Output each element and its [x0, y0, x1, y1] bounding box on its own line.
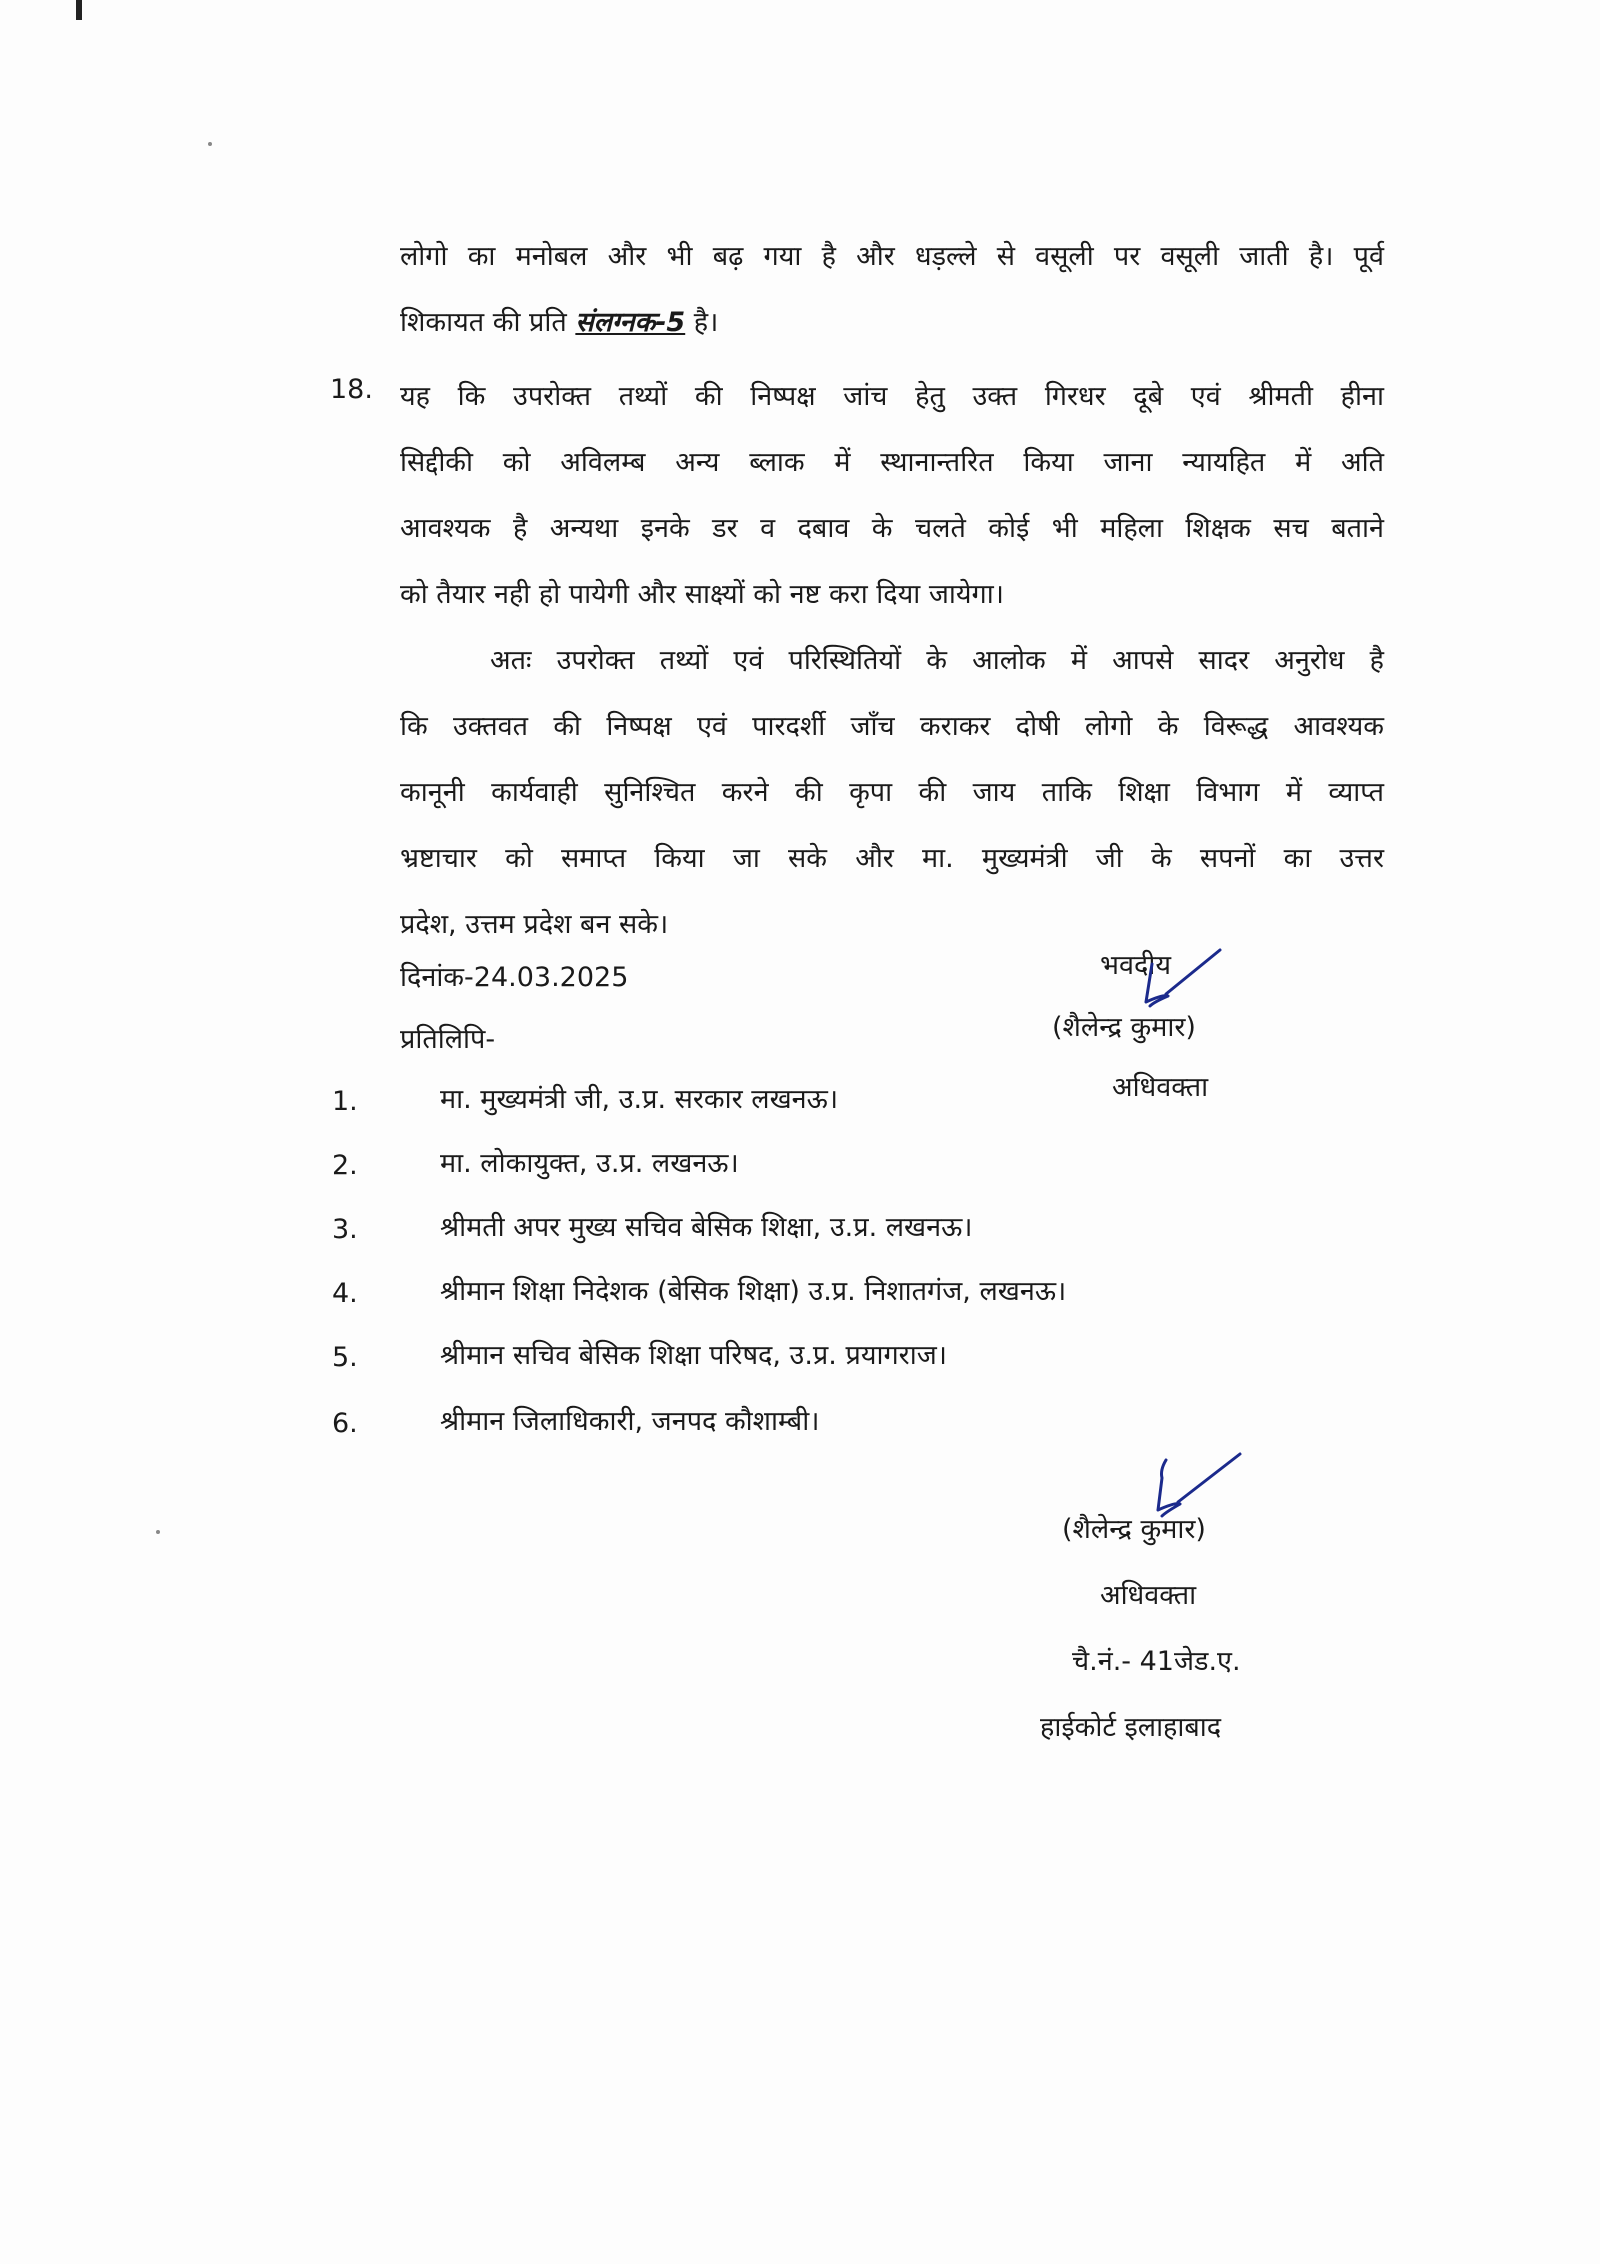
scan-edge-mark [76, 0, 82, 20]
copy-number: 5. [332, 1342, 358, 1373]
prayer-line: भ्रष्टाचार को समाप्त किया जा सके और मा. मुख्यमंत्री जी के सपनों का उत्तर [400, 843, 1384, 874]
para-18-line: सिद्दीकी को अविलम्ब अन्य ब्लाक में स्थानान्तरित किया जाना न्यायहित में अति [400, 447, 1384, 478]
para-18-line: को तैयार नही हो पायेगी और साक्ष्यों को नष्ट करा दिया जायेगा। [400, 579, 1004, 610]
para-17-line-2-pre: शिकायत की प्रति [400, 307, 576, 338]
para-18-line: आवश्यक है अन्यथा इनके डर व दबाव के चलते कोई भी महिला शिक्षक सच बताने [400, 513, 1384, 544]
para-17-end [400, 236, 1384, 368]
scan-speck [156, 1530, 160, 1534]
para-18-number: 18. [330, 374, 373, 405]
signatory-title: अधिवक्ता [1100, 1580, 1197, 1611]
copy-number: 4. [332, 1278, 358, 1309]
signatory-name: (शैलेन्द्र कुमार) [1062, 1514, 1206, 1545]
prayer-paragraph [400, 640, 1384, 970]
copy-heading: प्रतिलिपि- [400, 1024, 496, 1055]
copy-number: 1. [332, 1086, 358, 1117]
copy-recipient: श्रीमती अपर मुख्य सचिव बेसिक शिक्षा, उ.प्र. लखनऊ। [440, 1212, 973, 1243]
copy-recipient: श्रीमान जिलाधिकारी, जनपद कौशाम्बी। [440, 1406, 820, 1437]
copy-recipient: श्रीमान सचिव बेसिक शिक्षा परिषद, उ.प्र. प्रयागराज। [440, 1340, 947, 1371]
chamber-number: चै.नं.- 41जेड.ए. [1072, 1646, 1241, 1677]
prayer-line: अतः उपरोक्त तथ्यों एवं परिस्थितियों के आलोक में आपसे सादर अनुरोध है [490, 645, 1384, 676]
para-18 [400, 376, 1384, 640]
copy-recipient: मा. मुख्यमंत्री जी, उ.प्र. सरकार लखनऊ। [440, 1084, 839, 1115]
prayer-line: कानूनी कार्यवाही सुनिश्चित करने की कृपा की जाय ताकि शिक्षा विभाग में व्याप्त [400, 777, 1384, 808]
copy-recipient: मा. लोकायुक्त, उ.प्र. लखनऊ। [440, 1148, 739, 1179]
para-18-line: यह कि उपरोक्त तथ्यों की निष्पक्ष जांच हेतु उक्त गिरधर दूबे एवं श्रीमती हीना [400, 381, 1384, 412]
court-name: हाईकोर्ट इलाहाबाद [1040, 1712, 1222, 1743]
prayer-line: कि उक्तवत की निष्पक्ष एवं पारदर्शी जाँच कराकर दोषी लोगो के विरूद्ध आवश्यक [400, 711, 1384, 742]
annexure-reference: संलग्नक-5 [575, 307, 686, 338]
para-17-line-2-post: है। [685, 307, 719, 338]
copy-number: 2. [332, 1150, 358, 1181]
para-17-line-1: लोगो का मनोबल और भी बढ़ गया है और धड़ल्ले से वसूली पर वसूली जाती है। पूर्व [400, 241, 1384, 272]
copy-number: 6. [332, 1408, 358, 1439]
copy-recipient: श्रीमान शिक्षा निदेशक (बेसिक शिक्षा) उ.प्र. निशातगंज, लखनऊ। [440, 1276, 1067, 1307]
closing-word: भवदीय [1100, 950, 1171, 981]
prayer-line: प्रदेश, उत्तम प्रदेश बन सके। [400, 909, 669, 940]
copy-number: 3. [332, 1214, 358, 1245]
signatory-name: (शैलेन्द्र कुमार) [1052, 1012, 1196, 1043]
signatory-title: अधिवक्ता [1112, 1072, 1209, 1103]
scan-speck [208, 142, 212, 146]
document-date: दिनांक-24.03.2025 [400, 962, 629, 993]
